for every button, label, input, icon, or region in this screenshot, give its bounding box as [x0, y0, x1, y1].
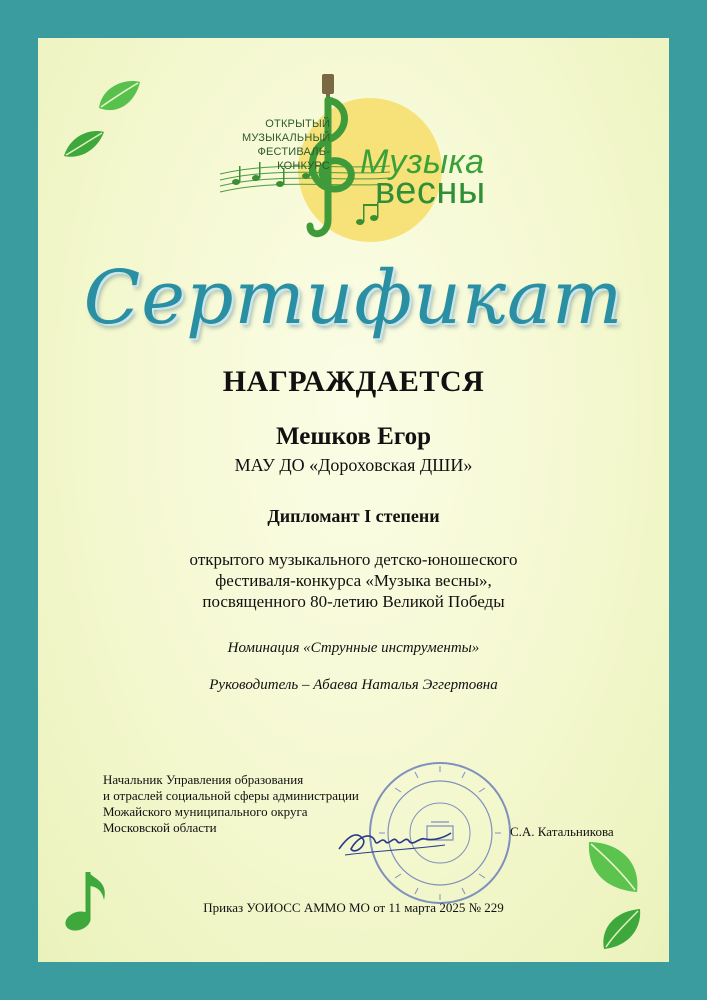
position-line: и отраслей социальной сферы администрации — [103, 788, 359, 803]
description-line: посвященного 80-летию Великой Победы — [202, 592, 505, 611]
festival-name-line1: Музыка — [360, 143, 485, 181]
award-degree: Дипломант I степени — [267, 506, 440, 526]
nomination: Номинация «Струнные инструменты» — [227, 640, 480, 656]
festival-subtitle-line: ФЕСТИВАЛЬ-КОНКУРС — [257, 146, 330, 172]
leaf-icon — [62, 126, 106, 160]
recipient-name: Мешков Егор — [276, 423, 431, 450]
festival-subtitle-line: ОТКРЫТЫЙ — [265, 118, 330, 130]
position-line: Можайского муниципального округа — [103, 804, 308, 819]
awarded-heading: НАГРАЖДАЕТСЯ — [222, 365, 485, 398]
recipient-school: МАУ ДО «Дороховская ДШИ» — [234, 455, 473, 475]
festival-subtitle — [242, 117, 330, 173]
position-line: Начальник Управления образования — [103, 772, 304, 787]
leaf-icon — [96, 78, 142, 118]
festival-subtitle-line: МУЗЫКАЛЬНЫЙ — [242, 132, 331, 144]
signature — [335, 815, 455, 865]
position-line: Московской области — [103, 820, 217, 835]
leader: Руководитель – Абаева Наталья Эггертовна — [209, 677, 498, 693]
signatory-name: С.А. Катальникова — [510, 824, 614, 839]
order-reference: Приказ УОИОСС АММО МО от 11 марта 2025 № 229 — [203, 900, 504, 915]
leaf-icon — [585, 838, 643, 896]
festival-description — [0, 549, 707, 612]
description-line: открытого музыкального детско-юношеского — [189, 550, 518, 569]
description-line: фестиваля-конкурса «Музыка весны», — [215, 571, 492, 590]
certificate-title: Сертификат — [83, 255, 624, 341]
festival-name-line2: весны — [375, 170, 486, 212]
